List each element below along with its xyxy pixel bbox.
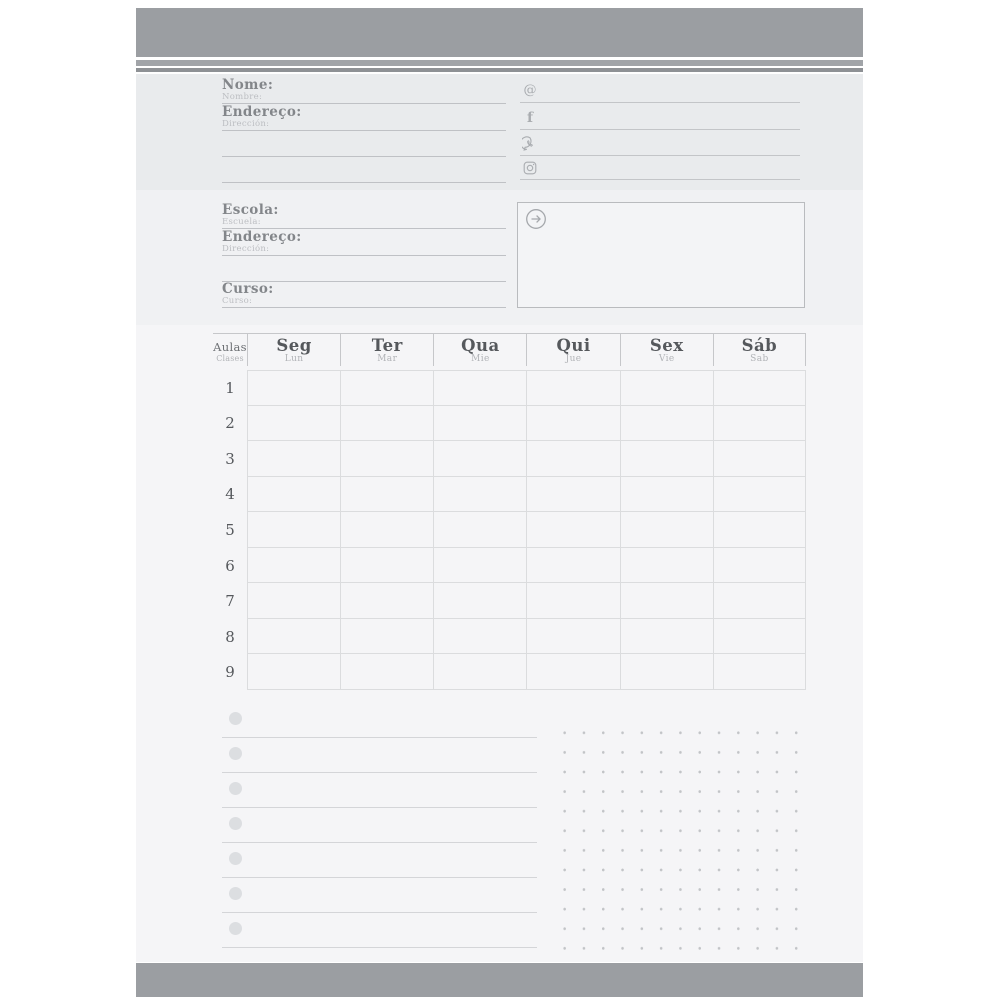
timetable-cell[interactable] [247, 441, 340, 477]
divider-stripe-1 [136, 60, 863, 66]
timetable-cell[interactable] [247, 583, 340, 619]
timetable-cell[interactable] [433, 477, 526, 513]
address-field[interactable] [222, 104, 506, 131]
period-number: 2 [225, 414, 235, 433]
note-line[interactable] [222, 808, 537, 843]
timetable-cell[interactable] [713, 406, 806, 442]
timetable-cell[interactable] [526, 583, 619, 619]
day-header-seg [247, 334, 340, 366]
timetable-cell[interactable] [713, 583, 806, 619]
arrow-right-circle-icon [525, 208, 547, 230]
note-line[interactable] [222, 843, 537, 878]
timetable-cell[interactable] [247, 654, 340, 690]
timetable-cell[interactable] [526, 512, 619, 548]
corner-label: Aulas [213, 340, 247, 354]
timetable-corner-cell [213, 334, 247, 366]
school-label: Escola: [222, 202, 279, 219]
bottom-band [136, 963, 863, 997]
timetable-cell[interactable] [713, 619, 806, 655]
period-number: 3 [225, 449, 235, 468]
bullet-icon [229, 817, 242, 830]
day-header-sab [713, 334, 806, 366]
bullet-icon [229, 782, 242, 795]
day-sublabel: Mar [377, 354, 398, 365]
period-number: 6 [225, 556, 235, 575]
timetable-cell[interactable] [620, 619, 713, 655]
whatsapp-field[interactable] [520, 130, 800, 156]
period-number: 9 [225, 663, 235, 682]
timetable-cell[interactable] [713, 441, 806, 477]
timetable-cell[interactable] [620, 512, 713, 548]
school-address-extra-line[interactable] [222, 256, 506, 282]
timetable-cell[interactable] [620, 370, 713, 406]
day-label: Sex [649, 336, 684, 355]
period-number: 1 [225, 378, 235, 397]
instagram-icon [522, 160, 538, 176]
timetable-cell[interactable] [526, 370, 619, 406]
top-band [136, 8, 863, 57]
timetable-cell[interactable] [340, 477, 433, 513]
day-sublabel: Mie [471, 354, 490, 365]
course-sublabel: Curso: [222, 295, 253, 306]
timetable-cell[interactable] [433, 583, 526, 619]
social-fields [520, 77, 800, 180]
day-sublabel: Vie [658, 354, 675, 365]
timetable-cell[interactable] [526, 441, 619, 477]
day-label: Ter [371, 336, 403, 355]
school-fields [222, 203, 506, 308]
course-field[interactable] [222, 282, 506, 308]
school-field[interactable] [222, 203, 506, 229]
timetable-cell[interactable] [340, 512, 433, 548]
facebook-icon: f [526, 110, 534, 126]
day-header-qua [433, 334, 526, 366]
timetable-cell[interactable] [247, 406, 340, 442]
timetable-cell[interactable] [713, 654, 806, 690]
instagram-field[interactable] [520, 156, 800, 180]
note-line[interactable] [222, 913, 537, 948]
school-sublabel: Escuela: [222, 216, 261, 227]
dot-grid[interactable] [555, 723, 807, 959]
timetable-cell[interactable] [713, 548, 806, 584]
facebook-field[interactable] [520, 103, 800, 130]
timetable-cell[interactable] [620, 654, 713, 690]
period-number: 8 [225, 627, 235, 646]
period-number: 5 [225, 520, 235, 539]
timetable-cell[interactable] [340, 406, 433, 442]
timetable-cell[interactable] [433, 512, 526, 548]
timetable-cell[interactable] [433, 548, 526, 584]
corner-sublabel: Clases [216, 353, 244, 363]
name-field[interactable] [222, 78, 506, 104]
divider-stripe-2 [136, 68, 863, 72]
day-label: Sáb [741, 336, 778, 355]
day-sublabel: Jue [565, 354, 582, 365]
timetable-cell[interactable] [620, 406, 713, 442]
timetable-body [213, 370, 806, 690]
timetable-cell[interactable] [247, 512, 340, 548]
address-extra-line-1[interactable] [222, 131, 506, 157]
note-line[interactable] [222, 703, 537, 738]
timetable-cell[interactable] [620, 583, 713, 619]
school-info-panel [136, 190, 863, 325]
day-sublabel: Lun [284, 354, 304, 365]
timetable-cell[interactable] [340, 441, 433, 477]
course-label: Curso: [222, 281, 274, 298]
timetable-cell[interactable] [340, 619, 433, 655]
email-field[interactable] [520, 77, 800, 103]
day-label: Qui [556, 336, 591, 355]
timetable-cell[interactable] [526, 654, 619, 690]
timetable-cell[interactable] [526, 548, 619, 584]
bullet-icon [229, 887, 242, 900]
timetable-cell[interactable] [247, 548, 340, 584]
timetable-cell[interactable] [340, 370, 433, 406]
note-line[interactable] [222, 878, 537, 913]
school-address-label: Endereço: [222, 229, 302, 246]
bullet-icon [229, 712, 242, 725]
address-label: Endereço: [222, 104, 302, 121]
timetable-cell[interactable] [526, 477, 619, 513]
school-address-sublabel: Dirección: [222, 243, 270, 254]
name-sublabel: Nombre: [222, 91, 263, 102]
day-header-qui [526, 334, 619, 366]
personal-fields [222, 78, 506, 183]
bullet-icon [229, 922, 242, 935]
timetable-cell[interactable] [340, 583, 433, 619]
note-line[interactable] [222, 773, 537, 808]
notes-list [222, 703, 537, 948]
address-sublabel: Dirección: [222, 118, 270, 129]
day-header-ter [340, 334, 433, 366]
address-extra-line-2[interactable] [222, 157, 506, 183]
photo-box[interactable] [517, 202, 805, 308]
timetable-cell[interactable] [433, 441, 526, 477]
timetable-cell[interactable] [247, 370, 340, 406]
at-icon: @ [523, 83, 537, 98]
timetable-cell[interactable] [433, 406, 526, 442]
note-line[interactable] [222, 738, 537, 773]
timetable-cell[interactable] [247, 477, 340, 513]
personal-info-panel [136, 74, 863, 190]
timetable-cell[interactable] [713, 370, 806, 406]
school-address-field[interactable] [222, 229, 506, 256]
day-sublabel: Sab [750, 354, 769, 365]
period-number: 4 [225, 485, 235, 504]
timetable-cell[interactable] [713, 477, 806, 513]
period-number: 7 [225, 592, 235, 611]
timetable-cell[interactable] [620, 477, 713, 513]
timetable-cell[interactable] [526, 406, 619, 442]
timetable-cell[interactable] [247, 619, 340, 655]
name-label: Nome: [222, 77, 274, 94]
timetable-cell[interactable] [433, 619, 526, 655]
whatsapp-icon [522, 136, 538, 152]
day-label: Qua [461, 336, 500, 355]
bullet-icon [229, 747, 242, 760]
timetable-cell[interactable] [620, 441, 713, 477]
timetable-cell[interactable] [433, 370, 526, 406]
timetable-header [213, 333, 806, 364]
bullet-icon [229, 852, 242, 865]
timetable-cell[interactable] [340, 654, 433, 690]
timetable-cell[interactable] [340, 548, 433, 584]
timetable-cell[interactable] [526, 619, 619, 655]
day-label: Seg [276, 336, 312, 355]
timetable-cell[interactable] [620, 548, 713, 584]
timetable-cell[interactable] [433, 654, 526, 690]
day-header-sex [620, 334, 713, 366]
timetable-cell[interactable] [713, 512, 806, 548]
